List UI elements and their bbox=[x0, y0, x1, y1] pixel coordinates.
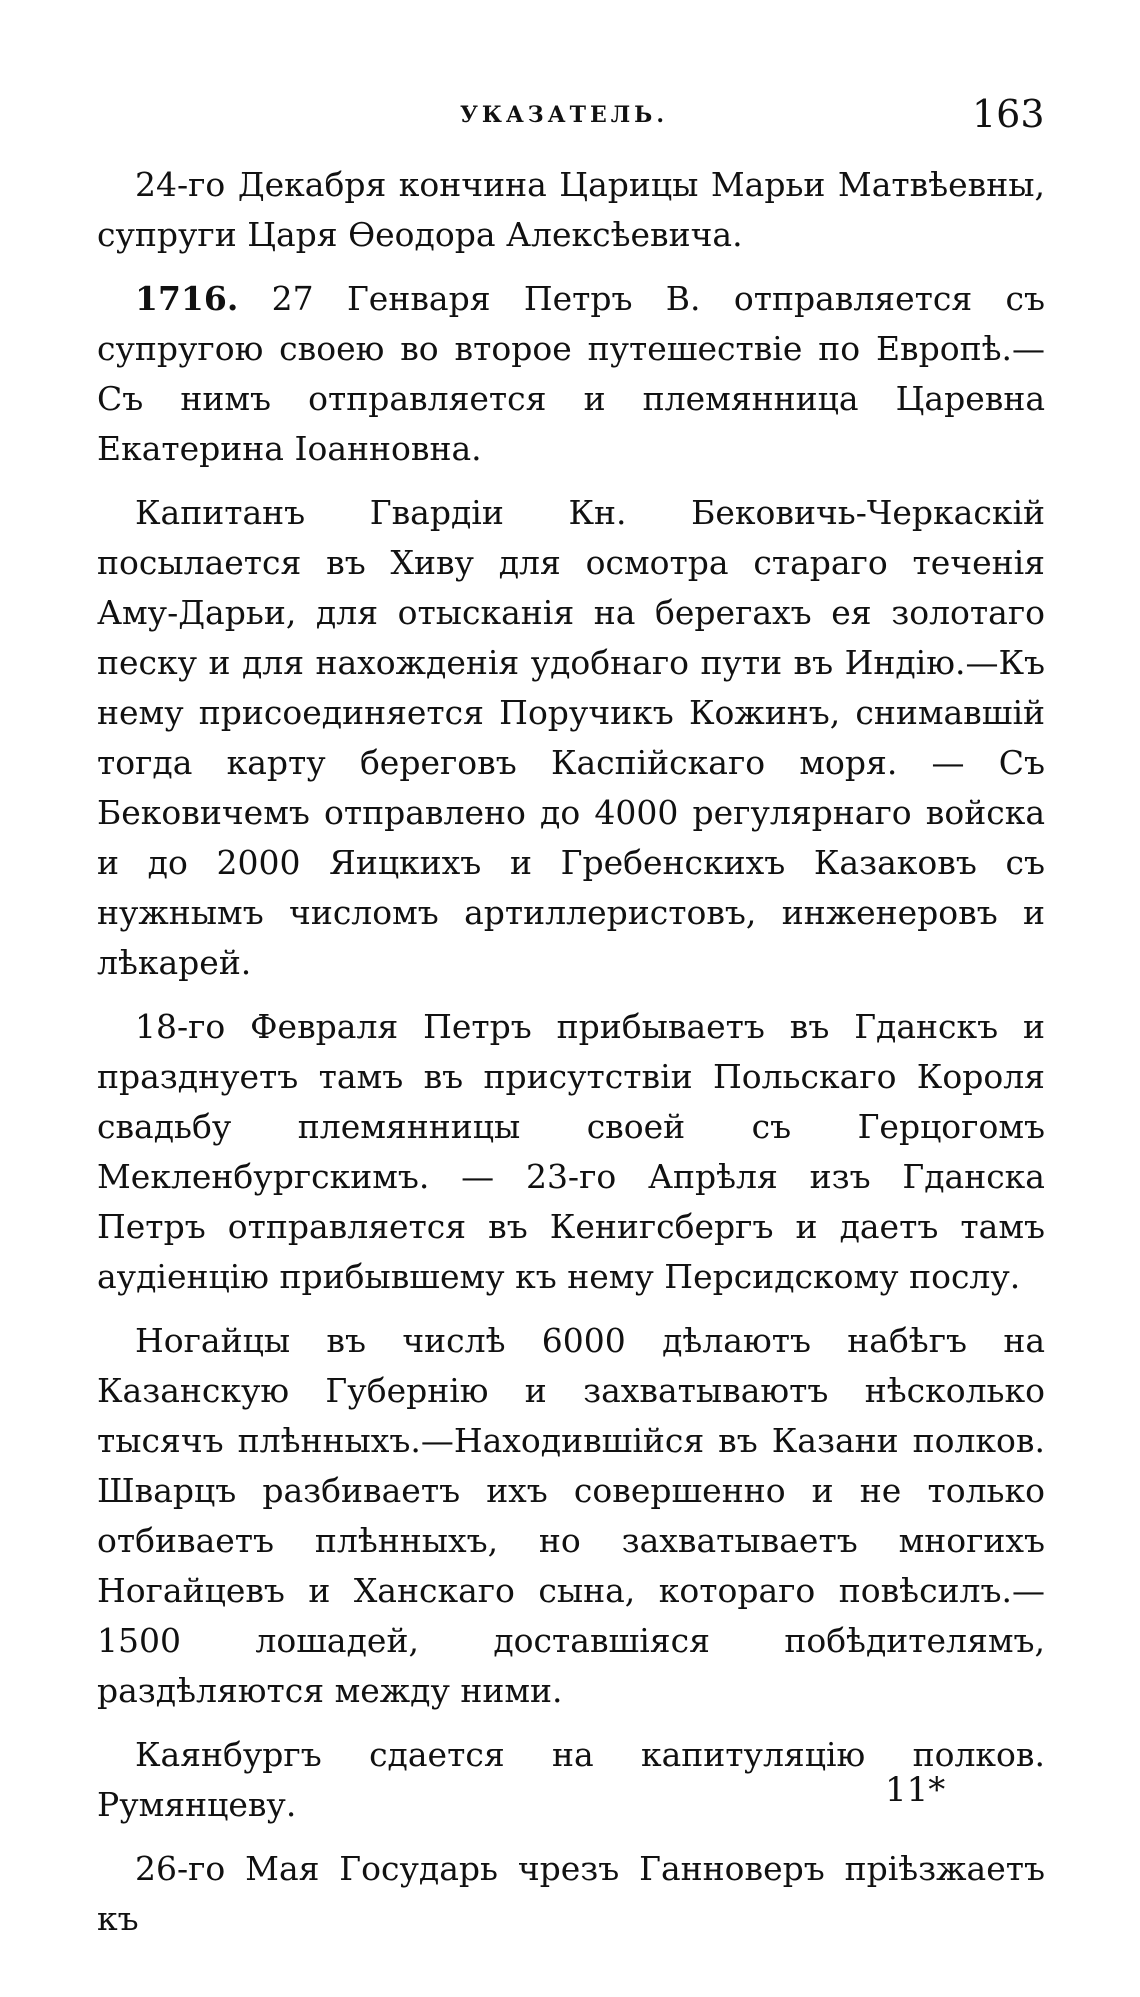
paragraph-text: 26-го Мая Государь чрезъ Ганноверъ пріѣзжаетъ къ bbox=[97, 1849, 1045, 1938]
body-text bbox=[97, 160, 1045, 1958]
paragraph bbox=[97, 1844, 1045, 1944]
paragraph bbox=[97, 1002, 1045, 1302]
paragraph-text: 27 Генваря Петръ В. отправляется съ супругою своею во второе путешествіе по Европѣ.—Съ нимъ отправляется и племянница Царевна Екатерина Іоанновна. bbox=[97, 279, 1045, 468]
paragraph-text: 18-го Февраля Петръ прибываетъ въ Гданскъ и празднуетъ тамъ въ присутствіи Польскаго Короля свадьбу племянницы своей съ Герцогомъ Мекленбургскимъ. — 23-го Апрѣля изъ Гданска Петръ отправляется въ Кенигсбергъ и даетъ тамъ аудіенцію прибывшему къ нему Персидскому послу. bbox=[97, 1007, 1045, 1296]
paragraph bbox=[97, 160, 1045, 260]
paragraph bbox=[97, 274, 1045, 474]
paragraph-text: 24-го Декабря кончина Царицы Марьи Матвѣевны, супруги Царя Ѳеодора Алексѣевича. bbox=[97, 165, 1045, 254]
paragraph-text: Капитанъ Гвардіи Кн. Бековичь-Черкаскій посылается въ Хиву для осмотра стараго теченія Аму-Дарьи, для отысканія на берегахъ ея золотаго песку и для нахожденія удобнаго пути въ Индію.—Къ нему присоединяется Поручикъ Кожинъ, снимавшій тогда карту береговъ Каспійскаго моря. — Съ Бековичемъ отправлено до 4000 регулярнаго войска и до 2000 Яицкихъ и Гребенскихъ Казаковъ съ нужнымъ числомъ артиллеристовъ, инженеровъ и лѣкарей. bbox=[97, 493, 1045, 982]
signature-mark: 11* bbox=[885, 1770, 946, 1810]
paragraph-text: Ногайцы въ числѣ 6000 дѣлаютъ набѣгъ на Казанскую Губернію и захватываютъ нѣсколько тысячъ плѣнныхъ.—Находившійся въ Казани полков. Шварцъ разбиваетъ ихъ совершенно и не только отбиваетъ плѣнныхъ, но захватываетъ многихъ Ногайцевъ и Ханскаго сына, котораго повѣсилъ.—1500 лошадей, доставшіяся побѣдителямъ, раздѣляются между ними. bbox=[97, 1321, 1045, 1710]
paragraph bbox=[97, 1316, 1045, 1716]
paragraph bbox=[97, 488, 1045, 988]
paragraph-text: Каянбургъ сдается на капитуляцію полков. Румянцеву. bbox=[97, 1735, 1045, 1824]
year-heading: 1716. bbox=[135, 279, 239, 318]
page-number: 163 bbox=[972, 92, 1045, 136]
running-title: УКАЗАТЕЛЬ. bbox=[460, 102, 668, 128]
